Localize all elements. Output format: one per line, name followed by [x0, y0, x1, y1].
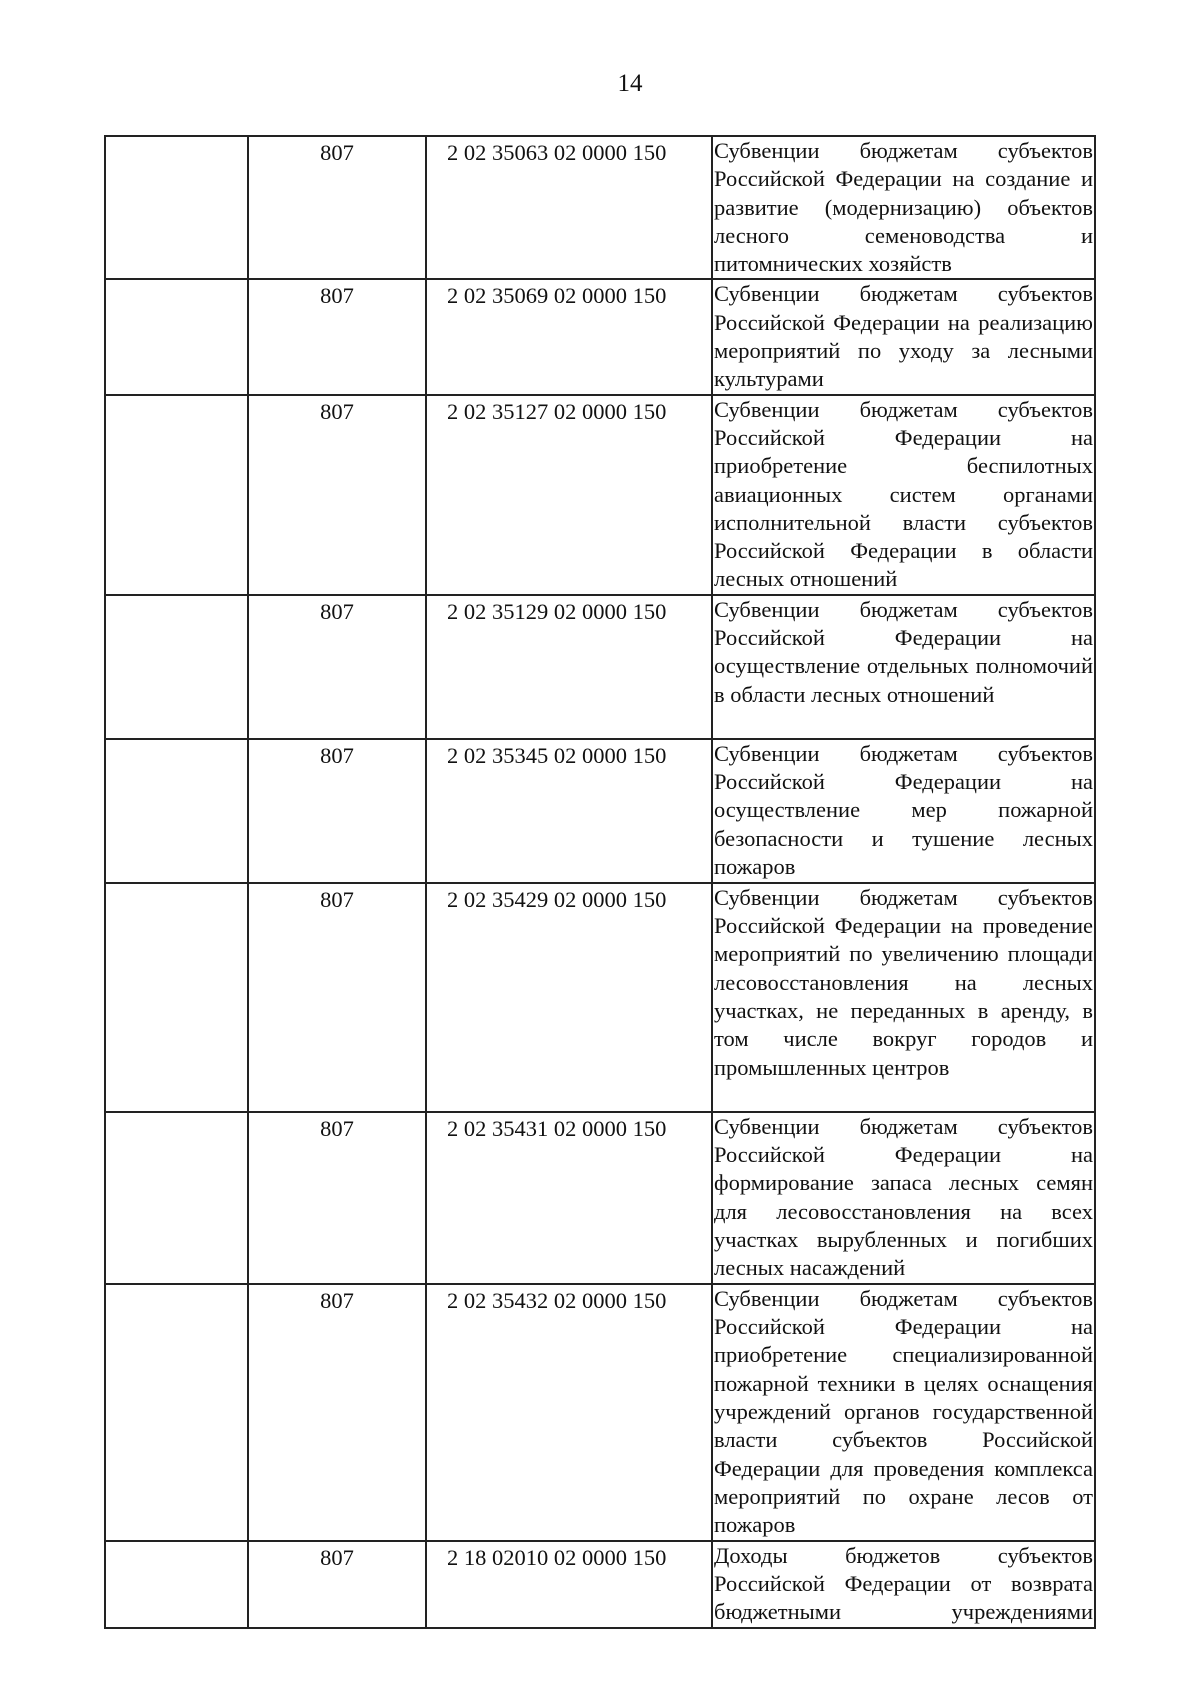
empty-cell: [105, 595, 248, 739]
admin-code-cell: 807: [248, 1284, 426, 1541]
table-row: [105, 883, 1095, 1112]
kbk-code-cell: 2 02 35432 02 0000 150: [426, 1284, 712, 1541]
kbk-code-cell: 2 02 35063 02 0000 150: [426, 136, 712, 279]
budget-classification-table: [104, 135, 1096, 1629]
empty-cell: [105, 1112, 248, 1284]
table-row: [105, 136, 1095, 279]
table-row: [105, 595, 1095, 739]
admin-code-cell: 807: [248, 1541, 426, 1628]
admin-code-cell: 807: [248, 883, 426, 1112]
kbk-code-cell: 2 02 35127 02 0000 150: [426, 395, 712, 595]
admin-code-cell: 807: [248, 136, 426, 279]
empty-cell: [105, 739, 248, 883]
description-cell: Субвенции бюджетам субъектов Российской Федерации на осуществление отдельных полномочий в области лесных отношений: [712, 595, 1095, 739]
kbk-code-cell: 2 02 35345 02 0000 150: [426, 739, 712, 883]
description-cell: Субвенции бюджетам субъектов Российской Федерации на создание и развитие (модернизацию) объектов лесного семеноводства и питомнических хозяйств: [712, 136, 1095, 279]
table-row: [105, 1541, 1095, 1628]
table-row: [105, 279, 1095, 394]
description-cell: Субвенции бюджетам субъектов Российской Федерации на формирование запаса лесных семян для лесовосстановления на всех участках вырубленных и погибших лесных насаждений: [712, 1112, 1095, 1284]
admin-code-cell: 807: [248, 1112, 426, 1284]
page-number: 14: [617, 70, 643, 97]
empty-cell: [105, 136, 248, 279]
admin-code-cell: 807: [248, 739, 426, 883]
empty-cell: [105, 1284, 248, 1541]
admin-code-cell: 807: [248, 395, 426, 595]
kbk-code-cell: 2 02 35431 02 0000 150: [426, 1112, 712, 1284]
kbk-code-cell: 2 02 35069 02 0000 150: [426, 279, 712, 394]
table-row: [105, 1284, 1095, 1541]
admin-code-cell: 807: [248, 595, 426, 739]
description-cell: Субвенции бюджетам субъектов Российской Федерации на приобретение специализированной пожарной техники в целях оснащения учреждений органов государственной власти субъектов Российской Федерации для проведения комплекса мероприятий по охране лесов от пожаров: [712, 1284, 1095, 1541]
empty-cell: [105, 1541, 248, 1628]
empty-cell: [105, 883, 248, 1112]
description-cell: Субвенции бюджетам субъектов Российской Федерации на приобретение беспилотных авиационных систем органами исполнительной власти субъектов Российской Федерации в области лесных отношений: [712, 395, 1095, 595]
description-cell: Субвенции бюджетам субъектов Российской Федерации на проведение мероприятий по увеличению площади лесовосстановления на лесных участках, не переданных в аренду, в том числе вокруг городов и промышленных центров: [712, 883, 1095, 1112]
description-cell: Доходы бюджетов субъектов Российской Федерации от возврата бюджетными учреждениями: [712, 1541, 1095, 1628]
description-cell: Субвенции бюджетам субъектов Российской Федерации на реализацию мероприятий по уходу за лесными культурами: [712, 279, 1095, 394]
kbk-code-cell: 2 02 35129 02 0000 150: [426, 595, 712, 739]
empty-cell: [105, 279, 248, 394]
description-cell: Субвенции бюджетам субъектов Российской Федерации на осуществление мер пожарной безопасности и тушение лесных пожаров: [712, 739, 1095, 883]
table-row: [105, 395, 1095, 595]
admin-code-cell: 807: [248, 279, 426, 394]
kbk-code-cell: 2 18 02010 02 0000 150: [426, 1541, 712, 1628]
table-row: [105, 1112, 1095, 1284]
kbk-code-cell: 2 02 35429 02 0000 150: [426, 883, 712, 1112]
empty-cell: [105, 395, 248, 595]
table-row: [105, 739, 1095, 883]
